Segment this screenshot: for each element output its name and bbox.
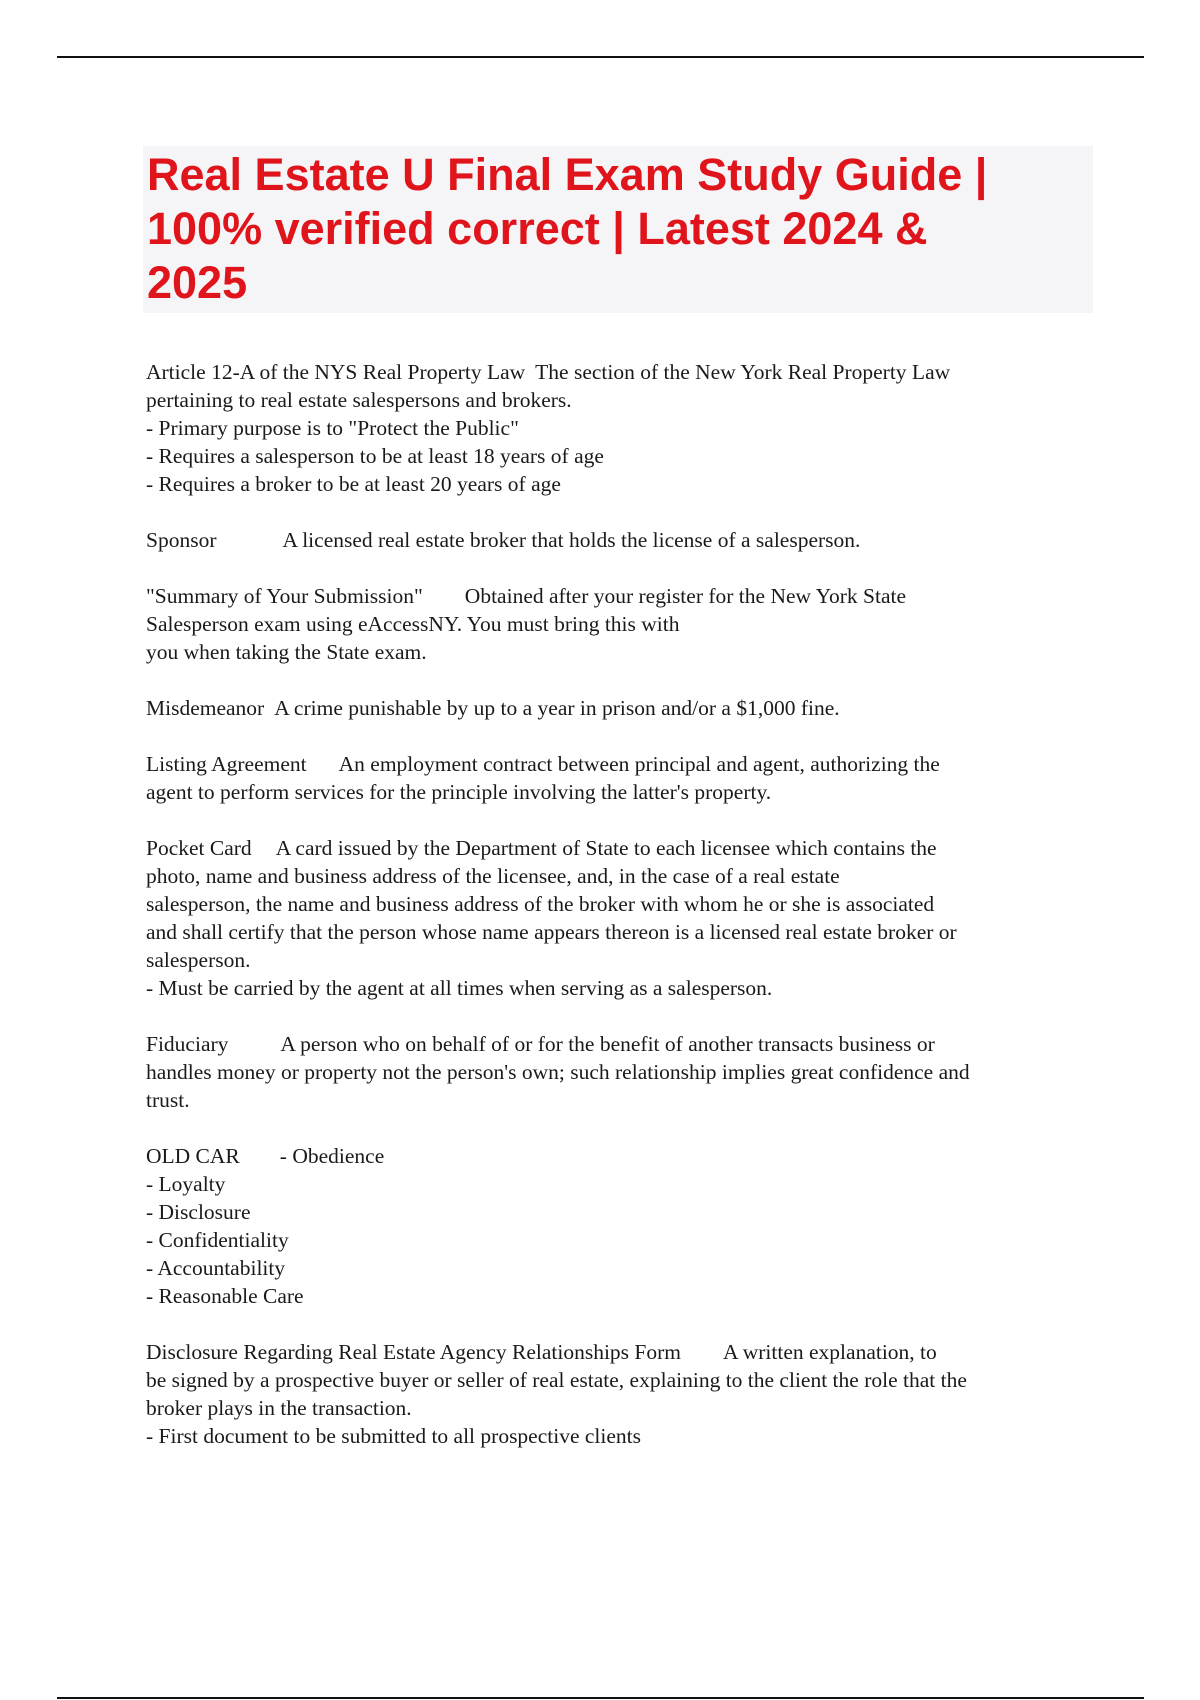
entry-definition-line: - Obedience [279, 1144, 385, 1168]
entry-listing-agreement [146, 750, 1086, 806]
entry-definition-line: A card issued by the Department of State to each licensee which contains the [275, 836, 937, 860]
title-banner [143, 146, 1093, 313]
entry-old-car [146, 1142, 1086, 1310]
entry-definition-line: broker plays in the transaction. [146, 1396, 412, 1420]
entry-sponsor [146, 526, 1086, 554]
entry-definition-line: and shall certify that the person whose name appears thereon is a licensed real estate broker or [146, 920, 957, 944]
entry-definition-line: salesperson. [146, 948, 251, 972]
entry-term: Pocket Card [146, 836, 252, 860]
entry-definition-line: handles money or property not the person's own; such relationship implies great confidence and [146, 1060, 970, 1084]
entry-definition-line: A crime punishable by up to a year in prison and/or a $1,000 fine. [274, 696, 840, 720]
entry-definition-line: - Loyalty [146, 1172, 226, 1196]
entry-definition-line: A licensed real estate broker that holds the license of a salesperson. [282, 528, 861, 552]
entry-fiduciary [146, 1030, 1086, 1114]
entry-definition-line: - Reasonable Care [146, 1284, 304, 1308]
title-line: 2025 [147, 257, 248, 308]
entry-definition-line: pertaining to real estate salespersons and brokers. [146, 388, 572, 412]
entry-definition-line: Obtained after your register for the New York State [464, 584, 907, 608]
title-line: 100% verified correct | Latest 2024 & [147, 203, 928, 254]
entry-definition-line: - First document to be submitted to all prospective clients [146, 1424, 642, 1448]
entry-definition-line: - Requires a broker to be at least 20 years of age [146, 472, 561, 496]
entry-definition-line: The section of the New York Real Property Law [535, 360, 951, 384]
entry-misdemeanor [146, 694, 1086, 722]
bottom-rule [57, 1697, 1144, 1699]
entry-term: Disclosure Regarding Real Estate Agency Relationships Form [146, 1340, 682, 1364]
entry-definition-line: Salesperson exam using eAccessNY. You must bring this with [146, 612, 680, 636]
entry-definition-line: - Disclosure [146, 1200, 251, 1224]
study-guide-content [146, 358, 1086, 1478]
top-rule [57, 56, 1144, 58]
entry-term: Misdemeanor [146, 696, 265, 720]
entry-definition-line: photo, name and business address of the licensee, and, in the case of a real estate [146, 864, 840, 888]
entry-definition-line: - Must be carried by the agent at all times when serving as a salesperson. [146, 976, 773, 1000]
entry-definition-line: - Requires a salesperson to be at least 18 years of age [146, 444, 604, 468]
entry-article-12a [146, 358, 1086, 498]
entry-disclosure-form [146, 1338, 1086, 1450]
entry-definition-line: An employment contract between principal and agent, authorizing the [338, 752, 940, 776]
entry-definition-line: agent to perform services for the principle involving the latter's property. [146, 780, 772, 804]
entry-summary-of-submission [146, 582, 1086, 666]
entry-definition-line: you when taking the State exam. [146, 640, 427, 664]
entry-definition-line: salesperson, the name and business address of the broker with whom he or she is associated [146, 892, 935, 916]
entry-definition-line: A written explanation, to [723, 1340, 937, 1364]
entry-definition-line: A person who on behalf of or for the benefit of another transacts business or [280, 1032, 935, 1056]
entry-term: Listing Agreement [146, 752, 307, 776]
entry-term: Fiduciary [146, 1032, 229, 1056]
entry-term: Article 12-A of the NYS Real Property Law [146, 360, 526, 384]
entry-definition-line: trust. [146, 1088, 190, 1112]
entry-term: "Summary of Your Submission" [146, 584, 423, 608]
document-title [147, 148, 1089, 310]
title-line: Real Estate U Final Exam Study Guide | [147, 149, 988, 200]
entry-definition-line: - Primary purpose is to "Protect the Public" [146, 416, 519, 440]
entry-definition-line: - Confidentiality [146, 1228, 289, 1252]
entry-term: Sponsor [146, 528, 217, 552]
entry-term: OLD CAR [146, 1144, 240, 1168]
entry-pocket-card [146, 834, 1086, 1002]
entry-definition-line: be signed by a prospective buyer or seller of real estate, explaining to the client the role that the [146, 1368, 967, 1392]
entry-definition-line: - Accountability [146, 1256, 286, 1280]
